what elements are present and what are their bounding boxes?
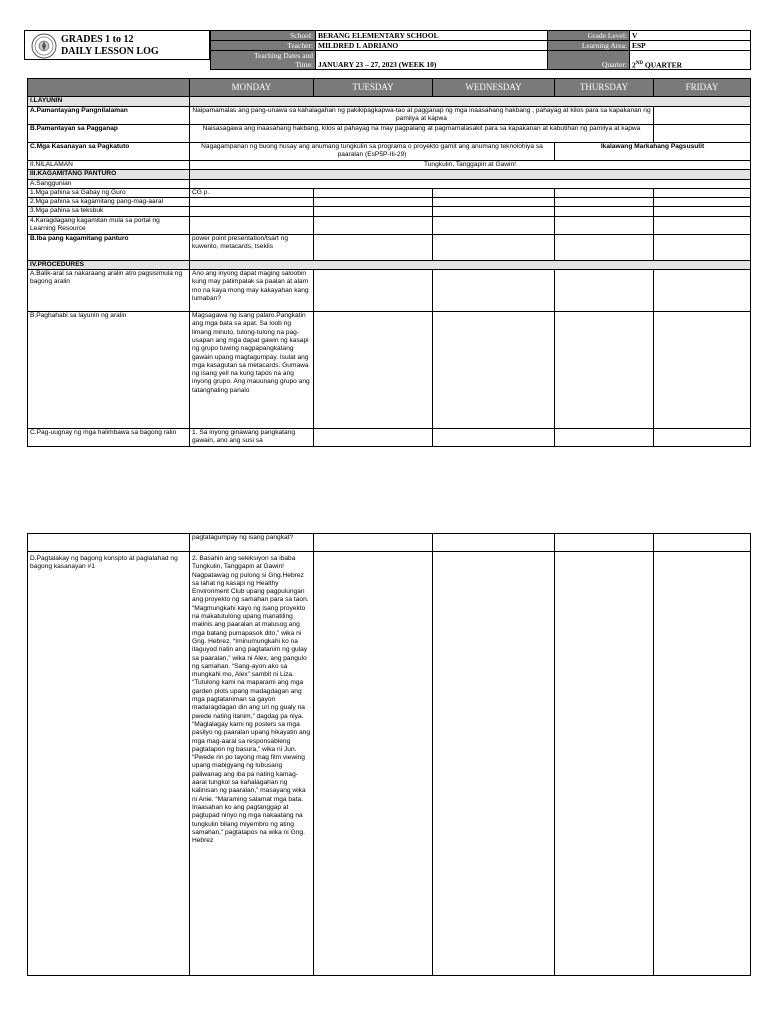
day-header-thursday: THURSDAY	[555, 79, 654, 97]
row-cell-friday	[654, 188, 751, 197]
section-kagamitan: III.KAGAMITANG PANTURO	[28, 170, 190, 179]
row-paghahabi	[28, 312, 751, 429]
row-cell-monday: Magsagawa ng isang palaro.Pangkatin ang mga bata sa apat. Sa loob ng limang minuto, tulong-tulong na pag- usapan ang mga dapat gawin ng kasapi ng grupo tuwing nagpapangkatang gawain upang magtagumpay. Isulat ang mga kasagutan sa metacards. Gumawa ng isang yell na kung tapos na ang inyong grupo. Ang mauunang grupo ang tatanghaling panalo	[190, 312, 314, 429]
row-pag-uugnay-continued	[28, 534, 751, 552]
row-cell-thursday	[555, 216, 654, 234]
row-cell-thursday	[555, 234, 654, 260]
row-cell-thursday	[555, 270, 654, 312]
day-header-tuesday: TUESDAY	[314, 79, 433, 97]
row-cell-friday	[654, 125, 751, 143]
teacher-value: MILDRED I. ADRIANO	[316, 41, 548, 51]
row-label: A.Balik-aral sa nakaraang aralin at/o pagsisimula ng bagong aralin	[28, 270, 190, 312]
teacher-label: Teacher:	[211, 41, 316, 51]
quarter-text: QUARTER	[642, 60, 683, 69]
quarter-sup: ND	[635, 60, 643, 66]
day-header-wednesday: WEDNESDAY	[433, 79, 555, 97]
dates-label-line1: Teaching Dates and	[253, 51, 313, 60]
row-balik-aral	[28, 270, 751, 312]
row-label: A.Pamantayang Pangnilalaman	[28, 107, 190, 125]
row-cell-wednesday	[433, 188, 555, 197]
section-row-procedures	[28, 260, 751, 269]
section-row-layunin	[28, 97, 751, 107]
lesson-log-table	[27, 78, 751, 447]
row-cell-wednesday	[433, 198, 555, 207]
row-cell-friday	[654, 312, 751, 429]
row-cell-tuesday	[314, 198, 433, 207]
row-label: B.Paghahabi sa layunin ng aralin	[28, 312, 190, 429]
row-cell-tuesday	[314, 188, 433, 197]
row-cell-friday	[654, 216, 751, 234]
section-layunin: I.LAYUNIN	[28, 97, 190, 107]
row-cell-wednesday	[433, 534, 555, 552]
row-cell-thursday	[555, 552, 654, 976]
row-cell-monday	[190, 198, 314, 207]
row-kagamitang-pang-mag-aaral	[28, 198, 751, 207]
row-gabay-ng-guro	[28, 188, 751, 197]
row-cell-monday: 2. Basahin ang seleksiyon sa ibaba Tungkulin, Tanggapin at Gawin! Nagpatawag ng pulong si Gng.Hebrez sa lahat ng kasapi ng Healthy Environment Club upang pagpulungan ang proyekto ng samahan para sa taon. “Magmungkahi kayo ng isang proyekto na makatutulong upang manatiling malinis ang paaralan at malusog ang mga batang pumapasok dito,” wika ni Gng. Hebrez. “Iminumungkahi ko na itaguyod natin ang pagtatanim ng gulay sa paaralan,” wika ni Alex, ang pangulo ng samahan. “Sang-ayon ako sa mungkahi mo, Alex” sambit ni Liza. “Tutulong kami na maparami ang mga garden plots upang madagdagan ang mga pagtataniman sa gayon madaragdagan din ang uri ng gualy na pwede nating itanim,” dagdag pa niya. “Maglalagay kami ng posters sa mga pasilyo ng paaralan upang hikayatin ang mga mag-aaral sa responsableng pagtatapon ng basura,” wika ni Jun. “Pwede rin po tayong mag film viewing upang mabigyang ng lubusang paliwanag ang iba pa nating kamag-aaral tungkol sa kahalagahan ng kalinisan ng paaralan,” masayang wika ni Anie. “Maraming salamat mga bata. Inaasahan ko ang pagtanggap at pagtupad ninyo ng mga nakaatang na tungkulin bilang miyembro ng ating samahan,” pagtatapos na wika ni Gng. Hebrez	[190, 552, 314, 976]
day-header-monday: MONDAY	[190, 79, 314, 97]
row-nilalaman	[28, 161, 751, 170]
row-cell-tuesday	[314, 552, 433, 976]
row-cell-wednesday	[433, 312, 555, 429]
dates-label	[211, 51, 316, 70]
row-label: B.Pamantayan sa Pagganap	[28, 125, 190, 143]
row-cell-thursday-friday: Ikalawang Markahang Pagsusulit	[555, 143, 751, 161]
row-label: 4.Karagdagang kagamitan mula sa portal ng Learning Resource	[28, 216, 190, 234]
row-cell-wednesday	[433, 552, 555, 976]
header-title-line2: DAILY LESSON LOG	[61, 46, 159, 57]
area-label: Learning Area:	[548, 41, 630, 51]
deped-seal-icon	[31, 33, 57, 59]
row-cell-friday	[654, 429, 751, 447]
quarter-label: Quarter:	[548, 51, 630, 70]
row-cell-friday	[654, 534, 751, 552]
row-label: C.Mga Kasanayan sa Pagkatuto	[28, 143, 190, 161]
row-cell-monday: CG p.	[190, 188, 314, 197]
row-cell-friday	[654, 207, 751, 216]
row-cell-friday	[654, 234, 751, 260]
row-cell-tuesday	[314, 534, 433, 552]
row-cell-friday	[654, 270, 751, 312]
row-cell-wednesday	[433, 234, 555, 260]
row-label: C.Pag-uugnay ng mga halimbawa sa bagong ralin	[28, 429, 190, 447]
section-row-kagamitan	[28, 170, 751, 179]
header-info-table	[210, 30, 751, 70]
header-title-box	[24, 30, 210, 60]
row-cell-merged: Nagagampanan ng buong husay ang anumang tungkulin sa programa o proyekto gamit ang anumang teknolohiya sa paaralan (EsP5P-IIi-29)	[190, 143, 555, 161]
row-cell-friday	[654, 552, 751, 976]
day-header-friday: FRIDAY	[654, 79, 751, 97]
row-label: A.Sanggunian	[28, 179, 190, 188]
row-cell-tuesday	[314, 429, 433, 447]
row-cell-thursday	[555, 312, 654, 429]
row-cell-thursday	[555, 188, 654, 197]
section-procedures: IV.PROCEDURES	[28, 260, 190, 269]
row-pagtalakay	[28, 552, 751, 976]
row-pag-uugnay	[28, 429, 751, 447]
quarter-value	[630, 51, 751, 70]
school-value: BERANG ELEMENTARY SCHOOL	[316, 31, 548, 41]
row-learning-resource	[28, 216, 751, 234]
row-cell-tuesday	[314, 270, 433, 312]
row-label: B.Iba pang kagamitang panturo	[28, 234, 190, 260]
row-cell-tuesday	[314, 312, 433, 429]
quarter-num: 2	[632, 60, 636, 69]
row-cell-monday: Ano ang inyong dapat maging saloobin kung may patimpalak sa paalan at alam mo na kaya mong may kakayahan kang lumaban?	[190, 270, 314, 312]
row-cell-merged: Naisasagawa ang inaasahang hakbang, kilos at pahayag na may pagpalang at pagmamalasakit para sa kapakanan at kabutihan ng pamilya at kapwa	[190, 125, 654, 143]
section-procedures-fill	[190, 260, 751, 269]
row-cell-thursday	[555, 534, 654, 552]
row-cell-wednesday	[433, 216, 555, 234]
row-cell-merged: Naipamamalas ang pang-unawa sa kahalagahan ng pakikipagkapwa-tao at pagganap ng mga inaasahang hakbang , pahayag at kilos para sa kapakanan ng pamilya at kapwa	[190, 107, 654, 125]
row-cell-friday	[654, 107, 751, 125]
row-cell-wednesday	[433, 429, 555, 447]
row-pamantayan-sa-pagganap	[28, 125, 751, 143]
dates-value: JANUARY 23 – 27, 2023 (WEEK 10)	[316, 51, 548, 70]
section-nilalaman: II.NILALAMAN	[28, 161, 190, 170]
day-header-row	[28, 79, 751, 97]
header-title-line1: GRADES 1 to 12	[61, 34, 134, 45]
row-cell-thursday	[555, 198, 654, 207]
row-cell-friday	[654, 198, 751, 207]
dates-label-line2: Time:	[295, 60, 313, 69]
day-header-blank	[28, 79, 190, 97]
row-cell-tuesday	[314, 207, 433, 216]
row-label: D.Pagtalakay ng bagong konspto at paglalahad ng bagong kasanayan #1	[28, 552, 190, 976]
row-label: 1.Mga pahina sa Gabay ng Guro	[28, 188, 190, 197]
header-title	[61, 34, 159, 58]
row-cell-tuesday	[314, 216, 433, 234]
row-cell-wednesday	[433, 207, 555, 216]
row-cell-monday: power point presentation/tsart ng kuwento, metacards, tseklis	[190, 234, 314, 260]
row-label: 3.Mga pahina sa teksbuk	[28, 207, 190, 216]
row-cell-merged	[190, 179, 751, 188]
row-cell-monday	[190, 207, 314, 216]
row-cell-monday	[190, 216, 314, 234]
row-cell-thursday	[555, 429, 654, 447]
row-label	[28, 534, 190, 552]
row-cell-tuesday	[314, 234, 433, 260]
grade-label: Grade Level:	[548, 31, 630, 41]
row-label: 2.Mga pahina sa kagamitang pang-mag-aaral	[28, 198, 190, 207]
section-layunin-fill	[190, 97, 751, 107]
row-iba-pang-kagamitan	[28, 234, 751, 260]
row-cell-wednesday	[433, 270, 555, 312]
row-kasanayan-sa-pagkatuto	[28, 143, 751, 161]
row-pamantayang-pangnilalaman	[28, 107, 751, 125]
row-teksbuk	[28, 207, 751, 216]
row-cell-merged: Tungkulin, Tanggapin at Gawin!	[190, 161, 751, 170]
section-kagamitan-fill	[190, 170, 751, 179]
grade-value: V	[630, 31, 751, 41]
school-label: School:	[211, 31, 316, 41]
lesson-log-table-continued	[27, 533, 751, 976]
row-cell-monday: 1. Sa inyong ginawang pangkatang gawain, ano ang susi sa	[190, 429, 314, 447]
row-sanggunian	[28, 179, 751, 188]
area-value: ESP	[630, 41, 751, 51]
row-cell-monday: pagtatagumpay ng isang pangkat?	[190, 534, 314, 552]
row-cell-thursday	[555, 207, 654, 216]
